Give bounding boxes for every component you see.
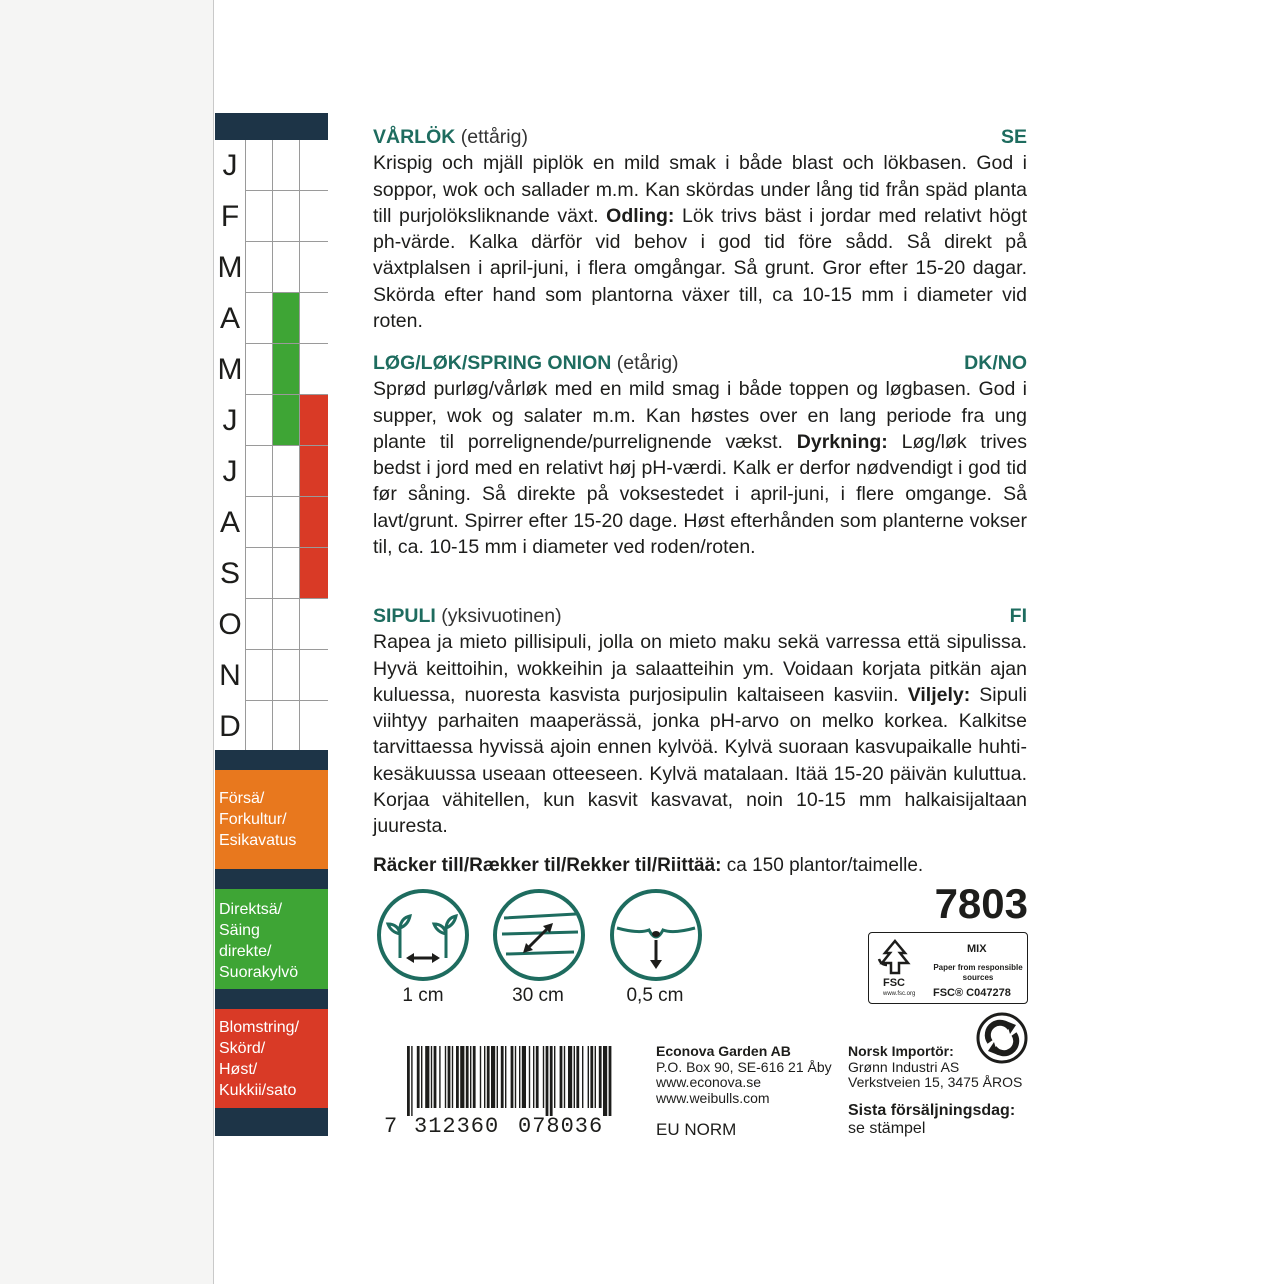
calendar-cell xyxy=(245,701,272,752)
barcode-bar xyxy=(431,1046,432,1108)
calendar-month-row xyxy=(215,344,328,395)
barcode-bar xyxy=(576,1046,579,1108)
calendar-cell xyxy=(299,293,328,344)
calendar-cell xyxy=(272,293,299,344)
depth-label: 0,5 cm xyxy=(626,985,684,1006)
calendar-month-row xyxy=(215,191,328,242)
barcode-bar xyxy=(425,1046,429,1108)
calendar-cell xyxy=(272,140,299,191)
company-info xyxy=(656,1044,832,1106)
calendar-cell xyxy=(299,446,328,497)
barcode-bar xyxy=(456,1046,459,1108)
language-code: DK/NO xyxy=(964,352,1027,374)
importer-name: Grønn Industri AS xyxy=(848,1058,960,1075)
barcode-bar xyxy=(460,1046,464,1108)
calendar-cell xyxy=(299,701,328,752)
barcode-bar xyxy=(564,1046,565,1108)
company-web: www.econova.se xyxy=(656,1074,762,1090)
month-label: F xyxy=(220,200,240,233)
barcode-first-digit: 7 xyxy=(384,1114,399,1139)
barcode-bar xyxy=(421,1046,422,1108)
fsc-tree-icon xyxy=(875,939,915,977)
calendar-month-row xyxy=(215,293,328,344)
barcode-bar xyxy=(550,1046,553,1116)
barcode-bar xyxy=(590,1046,593,1108)
barcode-bar xyxy=(595,1046,596,1108)
barcode-bar xyxy=(568,1046,572,1108)
barcode-bar xyxy=(439,1046,440,1108)
calendar-cell xyxy=(272,701,299,752)
legend-divider xyxy=(215,989,328,1009)
barcode-bar xyxy=(417,1046,420,1108)
calendar-cell xyxy=(245,548,272,599)
month-label: N xyxy=(219,659,241,692)
calendar-cell xyxy=(245,497,272,548)
calendar-cell xyxy=(272,242,299,293)
calendar-cell xyxy=(272,344,299,395)
section-subtitle: (etårig) xyxy=(616,352,679,374)
legend-bloom-harvest: Blomstring/ Skörd/ Høst/ Kukkii/sato xyxy=(215,1009,328,1108)
legend-divider xyxy=(215,869,328,889)
barcode xyxy=(405,1046,613,1116)
importer-heading: Norsk Importör: xyxy=(848,1043,954,1059)
fsc-license: FSC® C047278 xyxy=(933,987,1011,999)
barcode-bar xyxy=(411,1046,412,1116)
legend-presow: Försä/ Forkultur/ Esikavatus xyxy=(215,770,328,869)
barcode-bar xyxy=(543,1046,544,1108)
language-code: SE xyxy=(1000,126,1027,148)
fsc-certification-box xyxy=(868,932,1028,1004)
barcode-bar xyxy=(497,1046,498,1108)
month-label: D xyxy=(219,710,241,743)
barcode-bar xyxy=(588,1046,589,1108)
barcode-right-digits: 078036 xyxy=(518,1114,604,1139)
barcode-bar xyxy=(522,1046,526,1108)
barcode-bar xyxy=(533,1046,534,1108)
calendar-month-row xyxy=(215,650,328,701)
month-label: J xyxy=(222,404,238,437)
calendar-cell xyxy=(272,599,299,650)
barcode-bar xyxy=(599,1046,602,1108)
calendar-cell xyxy=(245,293,272,344)
calendar-cell xyxy=(245,446,272,497)
barcode-bar xyxy=(582,1046,583,1108)
barcode-bar xyxy=(536,1046,539,1108)
company-name: Econova Garden AB xyxy=(656,1043,791,1059)
calendar-cell xyxy=(272,497,299,548)
barcode-bar xyxy=(560,1046,563,1108)
calendar-cell xyxy=(245,242,272,293)
barcode-bar xyxy=(603,1046,607,1116)
section-danish-norwegian xyxy=(373,350,1027,560)
plant-spacing-icon xyxy=(376,888,470,982)
section-title: SIPULI xyxy=(373,605,436,627)
barcode-bar xyxy=(491,1046,495,1108)
calendar-month-row xyxy=(215,701,328,752)
barcode-bar xyxy=(574,1046,575,1108)
barcode-bar xyxy=(448,1046,451,1108)
barcode-bar xyxy=(554,1046,555,1108)
importer-address: Verkstveien 15, 3475 ÅROS xyxy=(848,1074,1023,1090)
calendar-month-row xyxy=(215,446,328,497)
calendar-cell xyxy=(299,548,328,599)
calendar-cell xyxy=(245,599,272,650)
article-number: 7803 xyxy=(934,880,1028,927)
calendar-cell xyxy=(245,344,272,395)
month-label: J xyxy=(222,149,238,182)
section-body: Krispig och mjäll piplök en mild smak i både blast och lökbasen. God i soppor, wok och sallader m.m. Kan skördas under lång tid från späd planta till purjolöksliknande växt. Odling: Lök trivs bäst i jordar med relativt högt ph-värde. Kalka därför vid behov i god tid före sådd. Så direkt på växtplalsen i april-juni, i flera omgångar. Så grunt. Gror efter 15-20 dagar. Skörda efter hand som plantorna växer till, ca 10-15 mm i diameter vid roten. xyxy=(373,152,1028,333)
company-address: P.O. Box 90, SE-616 21 Åby xyxy=(656,1058,832,1075)
month-label: M xyxy=(217,353,243,386)
month-label: M xyxy=(217,251,243,284)
barcode-bar xyxy=(484,1046,485,1108)
legend-direct-sow: Direktsä/ Säing direkte/ Suorakylvö xyxy=(215,889,328,989)
calendar-cell xyxy=(245,140,272,191)
calendar-cell xyxy=(245,395,272,446)
barcode-bar xyxy=(546,1046,549,1116)
yield-text: Räcker till/Rækker til/Rekker til/Riittää: ca 150 plantor/taimelle. xyxy=(373,855,924,876)
calendar-cell xyxy=(299,191,328,242)
section-title: VÅRLÖK xyxy=(373,126,456,148)
month-label: A xyxy=(219,506,240,539)
calendar-cell xyxy=(245,191,272,242)
calendar-bottom-bar xyxy=(215,1108,328,1136)
last-sale-heading: Sista försäljningsdag: xyxy=(848,1102,1016,1119)
section-body: Sprød purløg/vårløk med en mild smag i både toppen og løgbasen. God i supper, wok og salater m.m. Kan høstes over en lang periode fra ung plante til porrelignende/purrelignende vækst. Dyrkning: Løg/løk trives bedst i jord med en relativt høj pH-værdi. Kalk er derfor nødvendigt i god tid før såning. Så direkte på voksestedet i april-juni, i flere omgange. Så lavt/grunt. Spirrer efter 15-20 dage. Høst efterhånden som planterne vokser til, ca. 10-15 mm i diameter ved roden/roten. xyxy=(373,378,1027,559)
calendar-month-row xyxy=(215,548,328,599)
barcode-bar xyxy=(529,1046,530,1108)
barcode-bar xyxy=(445,1046,446,1108)
barcode-bar xyxy=(515,1046,516,1108)
last-sale-text: se stämpel xyxy=(848,1120,926,1137)
calendar-cell xyxy=(299,242,328,293)
barcode-bar xyxy=(487,1046,490,1108)
barcode-bar xyxy=(511,1046,514,1108)
section-subtitle: (yksivuotinen) xyxy=(441,605,562,627)
calendar-cell xyxy=(299,497,328,548)
barcode-bar xyxy=(434,1046,437,1108)
calendar-month-row xyxy=(215,242,328,293)
language-code: FI xyxy=(1009,605,1027,627)
calendar-cell xyxy=(299,395,328,446)
section-finnish xyxy=(373,603,1027,840)
month-label: J xyxy=(222,455,238,488)
sowing-calendar xyxy=(215,140,328,750)
spacing-label: 1 cm xyxy=(402,985,444,1006)
barcode-bar xyxy=(480,1046,481,1108)
barcode-bar xyxy=(505,1046,506,1108)
last-sale-date xyxy=(848,1102,1015,1138)
barcode-bar xyxy=(452,1046,453,1108)
barcode-bar xyxy=(407,1046,410,1116)
sowing-depth-icon xyxy=(609,888,703,982)
fsc-word: FSC xyxy=(883,977,905,989)
section-subtitle: (ettårig) xyxy=(460,126,528,148)
eu-norm: EU NORM xyxy=(656,1120,737,1139)
row-distance-label: 30 cm xyxy=(512,985,564,1006)
calendar-cell xyxy=(272,446,299,497)
importer-info xyxy=(848,1044,1022,1091)
calendar-divider xyxy=(215,750,328,770)
section-title: LØG/LØK/SPRING ONION xyxy=(373,352,612,374)
month-label: O xyxy=(218,608,242,641)
calendar-cell xyxy=(245,650,272,701)
barcode-bar xyxy=(609,1046,612,1116)
calendar-cell xyxy=(299,344,328,395)
company-web: www.weibulls.com xyxy=(656,1089,770,1106)
barcode-bar xyxy=(470,1046,471,1108)
barcode-bar xyxy=(519,1046,520,1108)
month-label: S xyxy=(219,557,240,590)
calendar-top-bar xyxy=(215,113,328,140)
barcode-left-digits: 312360 xyxy=(414,1114,500,1139)
calendar-cell xyxy=(299,599,328,650)
calendar-cell xyxy=(299,140,328,191)
barcode-bar xyxy=(473,1046,476,1108)
calendar-cell xyxy=(272,191,299,242)
fsc-web: www.fsc.org xyxy=(883,991,916,997)
calendar-cell xyxy=(272,395,299,446)
calendar-cell xyxy=(272,650,299,701)
month-label: A xyxy=(219,302,240,335)
barcode-bar xyxy=(501,1046,504,1108)
calendar-month-row xyxy=(215,140,328,191)
calendar-month-row xyxy=(215,497,328,548)
fsc-paper-text: Paper from responsible sources xyxy=(933,963,1023,982)
section-swedish xyxy=(373,124,1027,334)
calendar-month-row xyxy=(215,395,328,446)
fsc-mix: MIX xyxy=(967,943,987,955)
calendar-cell xyxy=(299,650,328,701)
calendar-cell xyxy=(272,548,299,599)
calendar-month-row xyxy=(215,599,328,650)
row-distance-icon xyxy=(492,888,586,982)
section-body: Rapea ja mieto pillisipuli, jolla on mieto maku sekä varressa että sipulissa. Hyvä keittoihin, wokkeihin ja salaatteihin ym. Voidaan korjata pitkän ajan kuluessa, nuoresta kasvista purjosipulin kaltaiseen kasviin. Viljely: Sipuli viihtyy parhaiten maaperässä, jonka pH-arvo on melko korkea. Kalkitse tarvittaessa hyvissä ajoin ennen kylvöä. Kylvä suoraan kasvupaikalle huhti-kesäkuussa useaan otteeseen. Kylvä matalaan. Itää 15-20 päivän kuluttua. Korjaa vähitellen, kun kasvit kasvavat, noin 10-15 mm halkaisijaltaan juuresta. xyxy=(373,631,1027,838)
barcode-bar xyxy=(466,1046,469,1108)
